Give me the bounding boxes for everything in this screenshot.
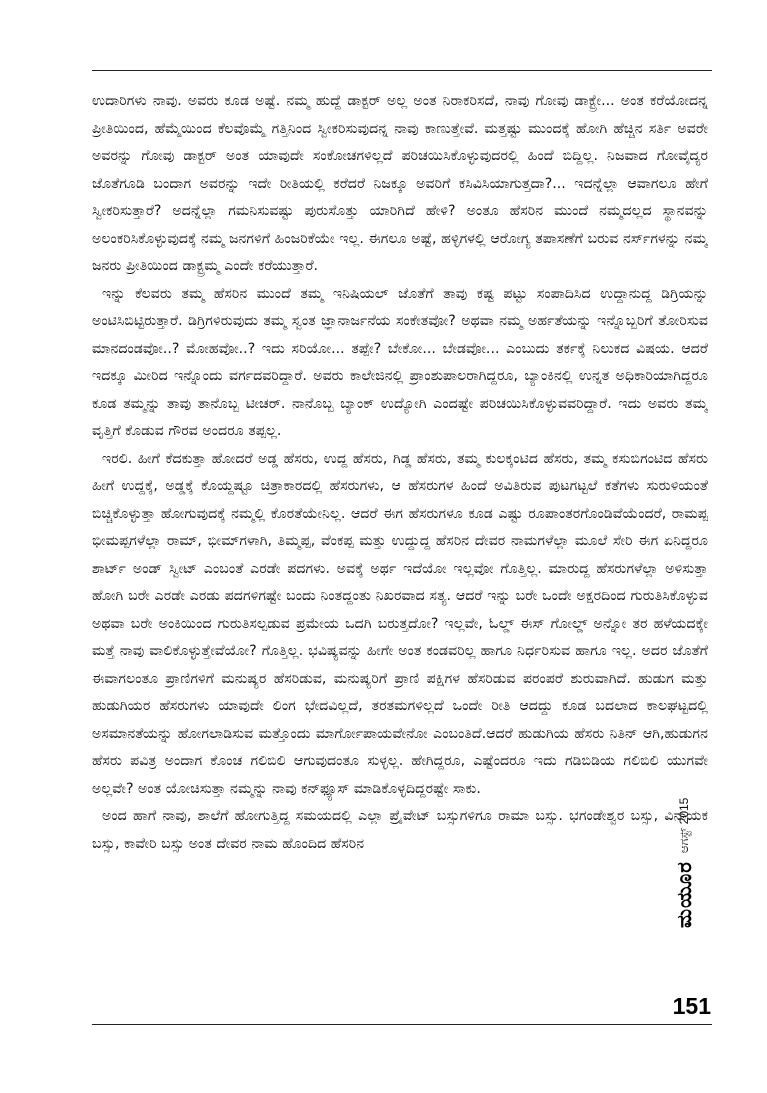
header-rule (92, 70, 712, 71)
issue-date: ಆಗಸ್ಟ್ 2015 (676, 797, 691, 854)
article-body (92, 88, 708, 1023)
magazine-masthead (672, 788, 696, 928)
magazine-logo: ಮಯೂರ (672, 861, 696, 928)
article-paragraph: ಉದಾರಿಗಳು ನಾವು. ಅವರು ಕೂಡ ಅಷ್ಟೆ. ನಮ್ಮ ಹುದ್ದೆ ಡಾಕ್ಟರ್ ಅಲ್ಲ ಅಂತ ನಿರಾಕರಿಸದೆ, ನಾವು ಗೋವು ಡಾಕ್ಟ್ರೇ... ಅಂತ ಕರೆಯೋದನ್ನ ಪ್ರೀತಿಯಿಂದ, ಹೆಮ್ಮೆಯಿಂದ ಕೆಲವೊಮ್ಮೆ ಗತ್ತಿನಿಂದ ಸ್ವೀಕರಿಸುವುದನ್ನ ನಾವು ಕಾಣುತ್ತೇವೆ. ಮತ್ತಷ್ಟು ಮುಂದಕ್ಕೆ ಹೋಗಿ ಹೆಚ್ಚಿನ ಸರ್ತಿ ಅವರೇ ಅವರನ್ನು ಗೋವು ಡಾಕ್ಟರ್ ಅಂತ ಯಾವುದೇ ಸಂಕೋಚಗಳಿಲ್ಲದೆ ಪರಿಚಯಿಸಿಕೊಳ್ಳುವುದರಲ್ಲಿ ಹಿಂದೆ ಬಿದ್ದಿಲ್ಲ. ನಿಜವಾದ ಗೋವೈದ್ಯರ ಜೊತೆಗೂಡಿ ಬಂದಾಗ ಅವರನ್ನು ಇದೇ ರೀತಿಯಲ್ಲಿ ಕರೆದರೆ ನಿಜಕ್ಕೂ ಅವರಿಗೆ ಕಸಿವಿಸಿಯಾಗುತ್ತದಾ?... ಇದನ್ನೆಲ್ಲಾ ಆವಾಗಲೂ ಹೇಗೆ ಸ್ವೀಕರಿಸುತ್ತಾರೆ? ಅದನ್ನೆಲ್ಲಾ ಗಮನಿಸುವಷ್ಟು ಪುರುಸೊತ್ತು ಯಾರಿಗಿದೆ ಹೇಳಿ? ಅಂತೂ ಹೆಸರಿನ ಮುಂದೆ ನಮ್ಮದಲ್ಲದ ಸ್ಥಾನವನ್ನು ಅಲಂಕರಿಸಿಕೊಳ್ಳುವುದಕ್ಕೆ ನಮ್ಮ ಜನಗಳಿಗೆ ಹಿಂಜರಿಕೆಯೇ ಇಲ್ಲ. ಈಗಲೂ ಅಷ್ಟೆ, ಹಳ್ಳಿಗಳಲ್ಲಿ ಆರೋಗ್ಯ ತಪಾಸಣೆಗೆ ಬರುವ ನರ್ಸ್‌ಗಳನ್ನು ನಮ್ಮ ಜನರು ಪ್ರೀತಿಯಿಂದ ಡಾಕ್ಟ್ರಮ್ಮ ಎಂದೇ ಕರೆಯುತ್ತಾರೆ. (92, 93, 708, 274)
page-number: 151 (672, 993, 711, 1019)
article-paragraph: ಅಂದ ಹಾಗೆ ನಾವು, ಶಾಲೆಗೆ ಹೋಗುತ್ತಿದ್ದ ಸಮಯದಲ್ಲಿ ಎಲ್ಲಾ ಪ್ರೈವೇಟ್ ಬಸ್ಸುಗಳಿಗೂ ರಾಮಾ ಬಸ್ಸು. ಭಗಂಡೇಶ್ವರ ಬಸ್ಸು, ವಿನಾಯಕ ಬಸ್ಸು, ಕಾವೇರಿ ಬಸ್ಸು ಅಂತ ದೇವರ ನಾಮ ಹೊಂದಿದ ಹೆಸರಿನ (92, 808, 708, 852)
article-paragraph: ಇನ್ನು ಕೆಲವರು ತಮ್ಮ ಹೆಸರಿನ ಮುಂದೆ ತಮ್ಮ ಇನಿಷಿಯಲ್ ಜೊತೆಗೆ ತಾವು ಕಷ್ಟ ಪಟ್ಟು ಸಂಪಾದಿಸಿದ ಉದ್ದಾನುದ್ದ ಡಿಗ್ರಿಯನ್ನು ಅಂಟಿಸಿಬಿಟ್ಟಿರುತ್ತಾರೆ. ಡಿಗ್ರಿಗಳಿರುವುದು ತಮ್ಮ ಸ್ವಂತ ಜ್ಞಾನಾರ್ಜನೆಯ ಸಂಕೇತವೋ? ಅಥವಾ ನಮ್ಮ ಅರ್ಹತೆಯನ್ನು ಇನ್ನೊಬ್ಬರಿಗೆ ತೋರಿಸುವ ಮಾನದಂಡವೋ..? ಮೋಹವೋ..? ಇದು ಸರಿಯೋ... ತಪ್ಪೇ? ಬೇಕೋ... ಬೇಡವೋ... ಎಂಬುದು ತರ್ಕಕ್ಕೆ ನಿಲುಕದ ವಿಷಯ. ಆದರೆ ಇದಕ್ಕೂ ಮೀರಿದ ಇನ್ನೊಂದು ವರ್ಗದವರಿದ್ದಾರೆ. ಅವರು ಕಾಲೇಜಿನಲ್ಲಿ ಪ್ರಾಂಶುಪಾಲರಾಗಿದ್ದರೂ, ಬ್ಯಾಂಕಿನಲ್ಲಿ ಉನ್ನತ ಅಧಿಕಾರಿಯಾಗಿದ್ದರೂ ಕೂಡ ತಮ್ಮನ್ನು ತಾವು ತಾನೊಬ್ಬ ಟೀಚರ್. ನಾನೊಬ್ಬ ಬ್ಯಾಂಕ್ ಉದ್ಯೋಗಿ ಎಂದಷ್ಟೇ ಪರಿಚಯಿಸಿಕೊಳ್ಳುವವರಿದ್ದಾರೆ. ಇದು ಅವರು ತಮ್ಮ ವೃತ್ತಿಗೆ ಕೊಡುವ ಗೌರವ ಅಂದರೂ ತಪ್ಪಲ್ಲ. (92, 285, 708, 439)
article-paragraph: ಇರಲಿ. ಹೀಗೆ ಕೆದಕುತ್ತಾ ಹೋದರೆ ಅಡ್ಡ ಹೆಸರು, ಉದ್ದ ಹೆಸರು, ಗಿಡ್ಡ ಹೆಸರು, ತಮ್ಮ ಕುಲಕ್ಕಂಟಿದ ಹೆಸರು, ತಮ್ಮ ಕಸುಬಿಗಂಟಿದ ಹೆಸರು ಹೀಗೆ ಉದ್ದಕ್ಕೆ, ಅಡ್ಡಕ್ಕೆ ಕೊಯ್ದಷ್ಟೂ ಚಿತ್ರಾಕಾರದಲ್ಲಿ ಹೆಸರುಗಳು, ಆ ಹೆಸರುಗಳ ಹಿಂದೆ ಅವಿತಿರುವ ಪುಟಗಟ್ಟಲೆ ಕತೆಗಳು ಸುರುಳಿಯಂತೆ ಬಿಚ್ಚಿಕೊಳ್ಳುತ್ತಾ ಹೋಗುವುದಕ್ಕೆ ನಮ್ಮಲ್ಲಿ ಕೊರತೆಯೇನಿಲ್ಲ. ಆದರೆ ಈಗ ಹೆಸರುಗಳೂ ಕೂಡ ಎಷ್ಟು ರೂಪಾಂತರಗೊಂಡಿವೆಯೆಂದರೆ, ರಾಮಪ್ಪ ಭೀಮಪ್ಪಗಳೆಲ್ಲಾ ರಾಮ್, ಭೀಮ್‌ಗಳಾಗಿ, ತಿಮ್ಮಪ್ಪ, ವೆಂಕಪ್ಪ ಮತ್ತು ಉದ್ದುದ್ದ ಹೆಸರಿನ ದೇವರ ನಾಮಗಳೆಲ್ಲಾ ಮೂಲೆ ಸೇರಿ ಈಗ ಏನಿದ್ದರೂ ಶಾರ್ಟ್ ಅಂಡ್ ಸ್ವೀಟ್ ಎಂಬಂತೆ ಎರಡೇ ಪದಗಳು. ಅವಕ್ಕೆ ಅರ್ಥ ಇದೆಯೋ ಇಲ್ಲವೋ ಗೊತ್ತಿಲ್ಲ. ಮಾರುದ್ದ ಹೆಸರುಗಳೆಲ್ಲಾ ಅಳಿಸುತ್ತಾ ಹೋಗಿ ಬರೇ ಎರಡೇ ಎರಡು ಪದಗಳಿಗಷ್ಟೇ ಬಂದು ನಿಂತದ್ದಂತು ನಿಖರವಾದ ಸತ್ಯ. ಆದರೆ ಇನ್ನು ಬರೇ ಒಂದೇ ಅಕ್ಷರದಿಂದ ಗುರುತಿಸಿಕೊಳ್ಳುವ ಅಥವಾ ಬರೇ ಅಂಕಿಯಿಂದ ಗುರುತಿಸಲ್ಪಡುವ ಪ್ರಮೇಯ ಒದಗಿ ಬರುತ್ತದೋ? ಇಲ್ಲವೇ, ಓಲ್ಡ್ ಈಸ್ ಗೋಲ್ಡ್ ಅನ್ನೋ ತರ ಹಳೆಯದಕ್ಕೇ ಮತ್ತೆ ನಾವು ವಾಲಿಕೊಳ್ಳುತ್ತೇವೆಯೋ? ಗೊತ್ತಿಲ್ಲ. ಭವಿಷ್ಯವನ್ನು ಹೀಗೇ ಅಂತ ಕಂಡವರಿಲ್ಲ ಹಾಗೂ ನಿರ್ಧರಿಸುವ ಹಾಗೂ ಇಲ್ಲ. ಅದರ ಜೊತೆಗೆ ಈವಾಗಲಂತೂ ಪ್ರಾಣಿಗಳಿಗೆ ಮನುಷ್ಯರ ಹೆಸರಿಡುವ, ಮನುಷ್ಯರಿಗೆ ಪ್ರಾಣಿ ಪಕ್ಷಿಗಳ ಹೆಸರಿಡುವ ಪರಂಪರೆ ಶುರುವಾಗಿದೆ. ಹುಡುಗ ಮತ್ತು ಹುಡುಗಿಯರ ಹೆಸರುಗಳು ಯಾವುದೇ ಲಿಂಗ ಭೇದವಿಲ್ಲದೆ, ತರತಮಗಳಿಲ್ಲದೆ ಒಂದೇ ರೀತಿ ಆದದ್ದು ಕೂಡ ಬದಲಾದ ಕಾಲಘಟ್ಟದಲ್ಲಿ ಅಸಮಾನತೆಯನ್ನು ಹೋಗಲಾಡಿಸುವ ಮತ್ತೊಂದು ಮಾರ್ಗೋಪಾಯವೇನೋ ಎಂಬಂತಿದೆ.ಆದರೆ ಹುಡುಗಿಯ ಹೆಸರು ನಿತಿನ್ ಆಗಿ,ಹುಡುಗನ ಹೆಸರು ಪವಿತ್ರ ಅಂದಾಗ ಕೊಂಚ ಗಲಿಬಿಲಿ ಆಗುವುದಂತೂ ಸುಳ್ಳಲ್ಲ. ಹೇಗಿದ್ದರೂ, ಎಷ್ಟೆಂದರೂ ಇದು ಗಡಿಬಿಡಿಯ ಗಲಿಬಿಲಿ ಯುಗವೇ ಅಲ್ಲವೇ? ಅಂತ ಯೋಚಿಸುತ್ತಾ ನಮ್ಮನ್ನು ನಾವು ಕನ್‌ಫ್ಯೂಸ್ ಮಾಡಿಕೊಳ್ಳದಿದ್ದರಷ್ಟೇ ಸಾಕು. (92, 450, 708, 797)
footer-rule (92, 1024, 712, 1025)
